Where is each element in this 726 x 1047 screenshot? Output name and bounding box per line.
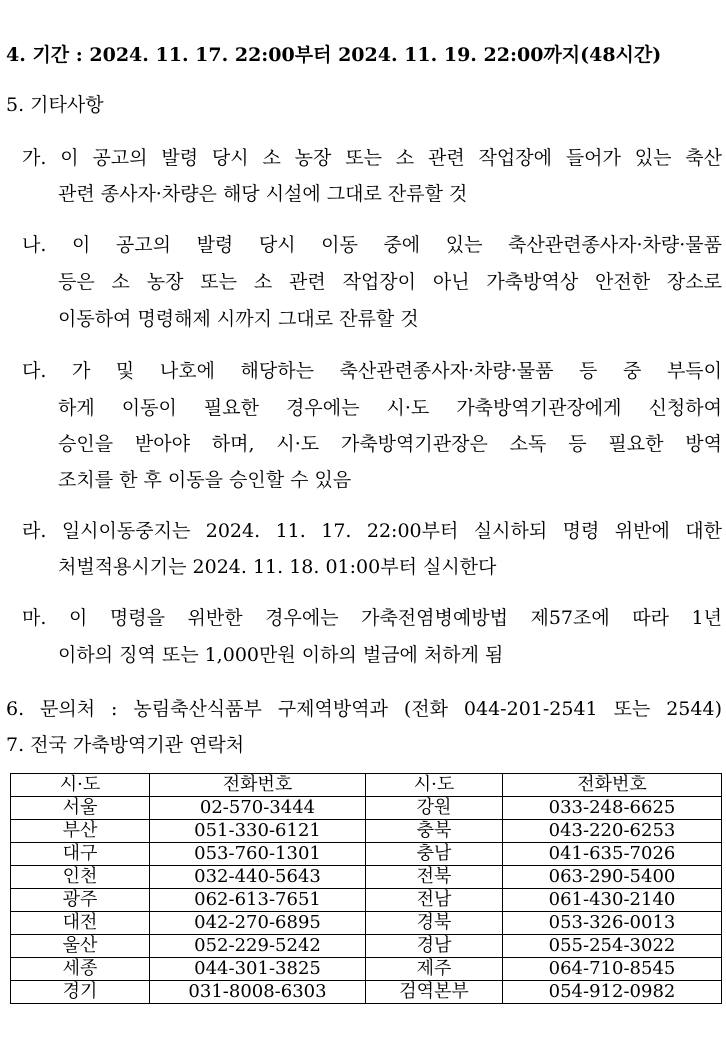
header-region: 시·도 <box>11 774 150 797</box>
phone-cell: 043-220-6253 <box>503 820 722 843</box>
phone-cell: 031-8008-6303 <box>150 981 366 1004</box>
phone-cell: 063-290-5400 <box>503 866 722 889</box>
table-header-row <box>11 774 722 797</box>
header-region: 시·도 <box>366 774 503 797</box>
phone-cell: 041-635-7026 <box>503 843 722 866</box>
phone-cell: 053-326-0013 <box>503 912 722 935</box>
item-da-line-1: 다. 가 및 나호에 해당하는 축산관련종사자·차량·물품 등 중 부득이 <box>22 360 722 382</box>
phone-cell: 064-710-8545 <box>503 958 722 981</box>
region-cell: 경남 <box>366 935 503 958</box>
table-row <box>11 935 722 958</box>
header-phone: 전화번호 <box>150 774 366 797</box>
phone-cell: 033-248-6625 <box>503 797 722 820</box>
contacts-heading: 7. 전국 가축방역기관 연락처 <box>6 734 245 756</box>
period-line: 4. 기간 : 2024. 11. 17. 22:00부터 2024. 11. 19. 22:00까지(48시간) <box>6 44 662 66</box>
region-cell: 세종 <box>11 958 150 981</box>
region-cell: 울산 <box>11 935 150 958</box>
region-cell: 제주 <box>366 958 503 981</box>
phone-cell: 062-613-7651 <box>150 889 366 912</box>
item-ga-line-2: 관련 종사자·차량은 해당 시설에 그대로 잔류할 것 <box>58 183 468 205</box>
table-row <box>11 981 722 1004</box>
table-row <box>11 889 722 912</box>
phone-cell: 053-760-1301 <box>150 843 366 866</box>
phone-cell: 02-570-3444 <box>150 797 366 820</box>
item-ra-line-1: 라. 일시이동중지는 2024. 11. 17. 22:00부터 실시하되 명령 위반에 대한 <box>22 520 722 542</box>
item-na-line-2: 등은 소 농장 또는 소 관련 작업장이 아닌 가축방역상 안전한 장소로 <box>58 271 722 293</box>
inquiry-line: 6. 문의처 : 농림축산식품부 구제역방역과 (전화 044-201-2541 또는 2544) <box>6 698 722 720</box>
item-na-line-3: 이동하여 명령해제 시까지 그대로 잔류할 것 <box>58 308 419 330</box>
item-ma-line-1: 마. 이 명령을 위반한 경우에는 가축전염병예방법 제57조에 따라 1년 <box>22 607 722 629</box>
table-row <box>11 958 722 981</box>
phone-cell: 052-229-5242 <box>150 935 366 958</box>
phone-cell: 055-254-3022 <box>503 935 722 958</box>
table-row <box>11 843 722 866</box>
table-row <box>11 797 722 820</box>
phone-cell: 044-301-3825 <box>150 958 366 981</box>
contacts-table <box>10 773 722 1004</box>
item-da-line-2: 하게 이동이 필요한 경우에는 시·도 가축방역기관장에게 신청하여 <box>58 397 722 419</box>
other-heading: 5. 기타사항 <box>6 94 104 116</box>
phone-cell: 061-430-2140 <box>503 889 722 912</box>
region-cell: 충북 <box>366 820 503 843</box>
phone-cell: 051-330-6121 <box>150 820 366 843</box>
item-ma-line-2: 이하의 징역 또는 1,000만원 이하의 벌금에 처하게 됨 <box>58 644 504 666</box>
region-cell: 경북 <box>366 912 503 935</box>
region-cell: 부산 <box>11 820 150 843</box>
region-cell: 서울 <box>11 797 150 820</box>
item-ra-line-2: 처벌적용시기는 2024. 11. 18. 01:00부터 실시한다 <box>58 556 497 578</box>
region-cell: 검역본부 <box>366 981 503 1004</box>
region-cell: 경기 <box>11 981 150 1004</box>
item-da-line-4: 조치를 한 후 이동을 승인할 수 있음 <box>58 469 352 491</box>
phone-cell: 054-912-0982 <box>503 981 722 1004</box>
phone-cell: 032-440-5643 <box>150 866 366 889</box>
region-cell: 대구 <box>11 843 150 866</box>
phone-cell: 042-270-6895 <box>150 912 366 935</box>
item-ga-line-1: 가. 이 공고의 발령 당시 소 농장 또는 소 관련 작업장에 들어가 있는 축산 <box>22 147 722 169</box>
item-na-line-1: 나. 이 공고의 발령 당시 이동 중에 있는 축산관련종사자·차량·물품 <box>22 234 722 256</box>
region-cell: 대전 <box>11 912 150 935</box>
region-cell: 전북 <box>366 866 503 889</box>
table-row <box>11 820 722 843</box>
header-phone: 전화번호 <box>503 774 722 797</box>
item-da-line-3: 승인을 받아야 하며, 시·도 가축방역기관장은 소독 등 필요한 방역 <box>58 433 722 455</box>
region-cell: 전남 <box>366 889 503 912</box>
region-cell: 강원 <box>366 797 503 820</box>
table-row <box>11 866 722 889</box>
region-cell: 충남 <box>366 843 503 866</box>
table-row <box>11 912 722 935</box>
region-cell: 광주 <box>11 889 150 912</box>
region-cell: 인천 <box>11 866 150 889</box>
